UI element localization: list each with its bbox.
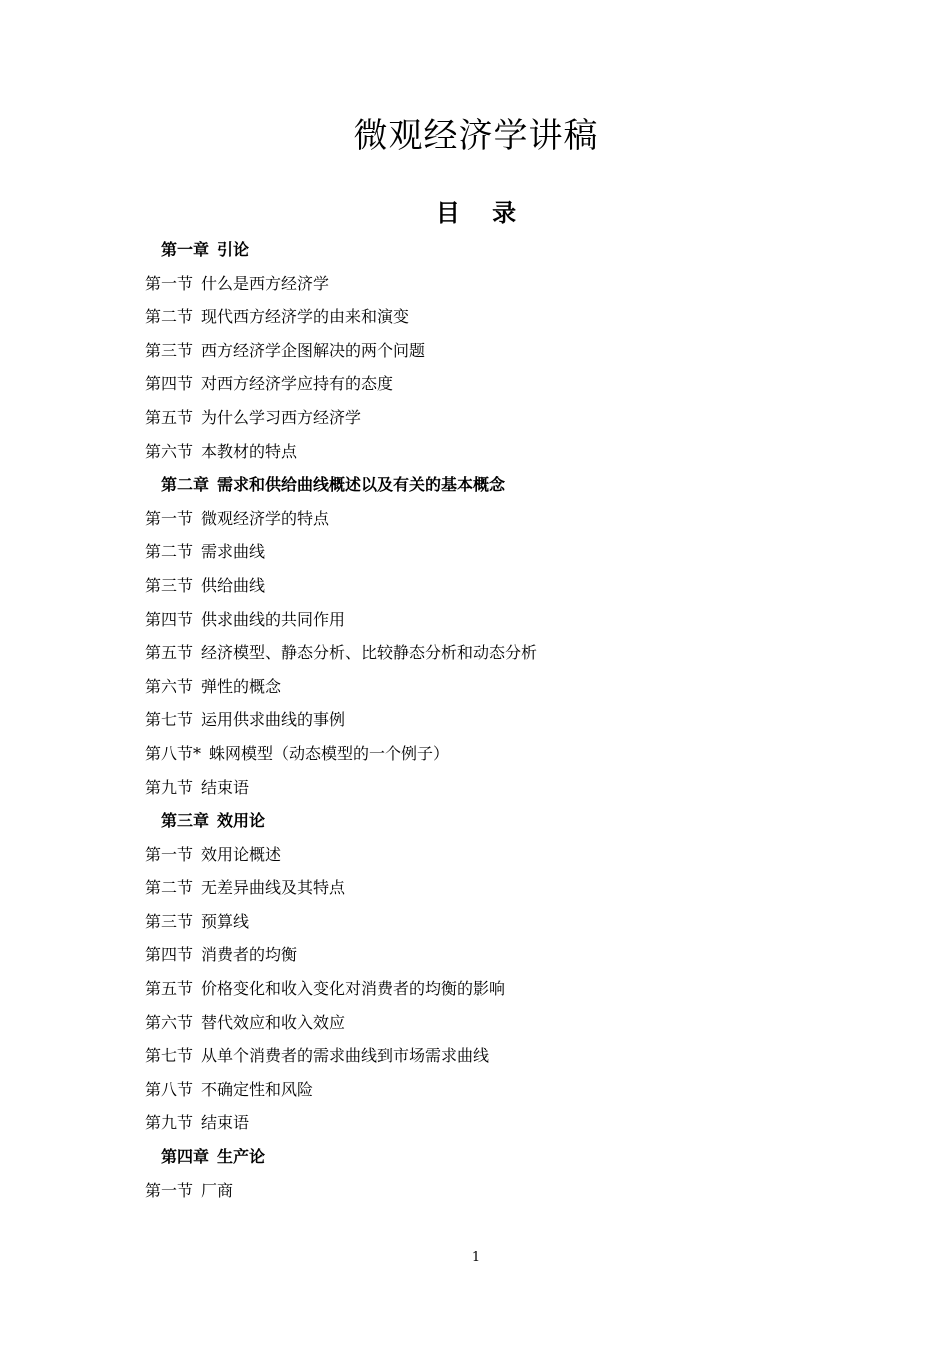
toc-section[interactable] <box>145 670 845 704</box>
toc-title: 弹性的概念 <box>201 676 282 696</box>
toc-number: 第三节 <box>145 911 194 931</box>
toc-number: 第九节 <box>145 777 194 797</box>
toc-section[interactable] <box>145 1073 845 1107</box>
toc-title: 从单个消费者的需求曲线到市场需求曲线 <box>201 1046 490 1066</box>
toc-section[interactable] <box>145 603 845 637</box>
toc-section[interactable] <box>145 334 845 368</box>
toc-number: 第一节 <box>145 1180 194 1200</box>
toc-title: 运用供求曲线的事例 <box>201 710 346 730</box>
toc-title: 现代西方经济学的由来和演变 <box>201 307 410 327</box>
toc-number: 第四章 <box>161 1147 210 1167</box>
toc-number: 第四节 <box>145 374 194 394</box>
toc-title: 为什么学习西方经济学 <box>201 407 362 427</box>
toc-title: 什么是西方经济学 <box>201 273 330 293</box>
toc-section[interactable] <box>145 367 845 401</box>
toc-section[interactable] <box>145 771 845 805</box>
toc-number: 第五节 <box>145 979 194 999</box>
toc-section[interactable] <box>145 267 845 301</box>
toc-section[interactable] <box>145 401 845 435</box>
toc-number: 第四节 <box>145 945 194 965</box>
toc-title: 西方经济学企图解决的两个问题 <box>201 340 426 360</box>
toc-number: 第六节 <box>145 1012 194 1032</box>
toc-section[interactable] <box>145 972 845 1006</box>
toc-title: 厂商 <box>201 1180 234 1200</box>
toc-title: 供给曲线 <box>201 575 266 595</box>
toc-number: 第二节 <box>145 542 194 562</box>
toc-number: 第一节 <box>145 508 194 528</box>
toc-section[interactable] <box>145 535 845 569</box>
toc-section[interactable] <box>145 905 845 939</box>
toc-title: 结束语 <box>201 1113 250 1133</box>
toc-section[interactable] <box>145 1039 845 1073</box>
toc-title: 替代效应和收入效应 <box>201 1012 346 1032</box>
toc-title: 经济模型、静态分析、比较静态分析和动态分析 <box>201 643 538 663</box>
toc-section[interactable] <box>145 871 845 905</box>
toc-number: 第五节 <box>145 407 194 427</box>
toc-chapter[interactable] <box>145 804 845 838</box>
table-of-contents <box>145 233 845 1207</box>
toc-section[interactable] <box>145 737 845 771</box>
toc-title: 本教材的特点 <box>201 441 298 461</box>
toc-number: 第一章 <box>161 240 210 259</box>
toc-chapter[interactable] <box>145 233 845 267</box>
toc-number: 第七节 <box>145 1046 194 1066</box>
document-title: 微观经济学讲稿 <box>353 116 599 156</box>
toc-number: 第二节 <box>145 878 194 898</box>
toc-chapter[interactable] <box>145 1140 845 1174</box>
toc-number: 第八节 <box>145 1079 194 1099</box>
toc-number: 第四节 <box>145 609 194 629</box>
toc-number: 第一节 <box>145 844 194 864</box>
toc-section[interactable] <box>145 435 845 469</box>
toc-number: 第三章 <box>161 811 210 831</box>
toc-chapter[interactable] <box>145 468 845 502</box>
toc-number: 第六节 <box>145 676 194 696</box>
toc-section[interactable] <box>145 703 845 737</box>
toc-title: 效用论概述 <box>201 844 282 864</box>
toc-title: 结束语 <box>201 777 250 797</box>
toc-title: 效用论 <box>217 811 266 831</box>
toc-title: 需求和供给曲线概述以及有关的基本概念 <box>217 475 506 495</box>
toc-section[interactable] <box>145 502 845 536</box>
toc-number: 第一节 <box>145 273 194 293</box>
toc-title: 预算线 <box>201 911 250 931</box>
toc-title: 需求曲线 <box>201 542 266 562</box>
toc-title: 对西方经济学应持有的态度 <box>201 374 394 394</box>
toc-number: 第五节 <box>145 643 194 663</box>
toc-section[interactable] <box>145 1174 845 1208</box>
toc-section[interactable] <box>145 300 845 334</box>
toc-title: 蛛网模型（动态模型的一个例子） <box>209 743 450 763</box>
toc-section[interactable] <box>145 938 845 972</box>
toc-title: 引论 <box>217 240 250 259</box>
page-number: 1 <box>471 1250 481 1265</box>
toc-number: 第三节 <box>145 575 194 595</box>
toc-section[interactable] <box>145 838 845 872</box>
toc-section[interactable] <box>145 1106 845 1140</box>
toc-section[interactable] <box>145 1006 845 1040</box>
toc-title: 不确定性和风险 <box>201 1079 314 1099</box>
toc-number: 第二节 <box>145 307 194 327</box>
toc-title: 无差异曲线及其特点 <box>201 878 346 898</box>
toc-number: 第七节 <box>145 710 194 730</box>
toc-heading: 目 录 <box>435 198 529 227</box>
toc-title: 微观经济学的特点 <box>201 508 330 528</box>
toc-number: 第二章 <box>161 475 210 495</box>
toc-section[interactable] <box>145 636 845 670</box>
toc-title: 供求曲线的共同作用 <box>201 609 346 629</box>
toc-title: 生产论 <box>217 1147 266 1167</box>
toc-number: 第六节 <box>145 441 194 461</box>
toc-title: 消费者的均衡 <box>201 945 298 965</box>
toc-number: 第八节* <box>145 743 202 763</box>
toc-number: 第三节 <box>145 340 194 360</box>
toc-title: 价格变化和收入变化对消费者的均衡的影响 <box>201 979 506 999</box>
toc-number: 第九节 <box>145 1113 194 1133</box>
toc-section[interactable] <box>145 569 845 603</box>
